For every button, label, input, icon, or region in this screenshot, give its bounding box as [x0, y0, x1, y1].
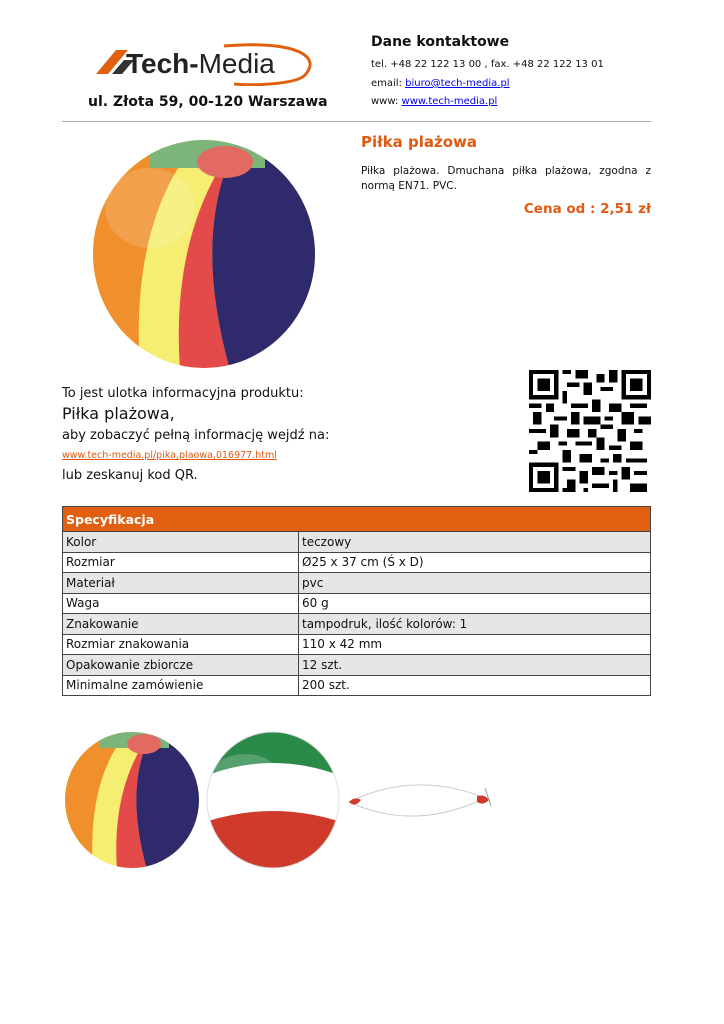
spec-value: 12 szt.: [299, 655, 651, 676]
flyer-intro: To jest ulotka informacyjna produktu:: [62, 386, 304, 401]
spec-label: Materiał: [63, 573, 299, 594]
company-address: ul. Złota 59, 00-120 Warszawa: [88, 94, 328, 110]
spec-label: Znakowanie: [63, 614, 299, 635]
flyer-product-name: Piłka plażowa,: [62, 404, 175, 423]
spec-value: pvc: [299, 573, 651, 594]
product-description: Piłka plażowa. Dmuchana piłka plażowa, zgodna z normą EN71. PVC.: [361, 165, 651, 192]
qr-code-icon[interactable]: [529, 370, 651, 492]
table-row: [63, 655, 651, 676]
contact-phone: tel. +48 22 122 13 00 , fax. +48 22 122 13 01: [371, 59, 604, 70]
table-row: [63, 552, 651, 573]
spec-value: 60 g: [299, 593, 651, 614]
spec-value: 110 x 42 mm: [299, 634, 651, 655]
product-title: Piłka plażowa: [361, 133, 478, 151]
table-row: [63, 634, 651, 655]
company-logo: [94, 42, 318, 86]
flyer-more-info: aby zobaczyć pełną informację wejdź na:: [62, 428, 330, 443]
spec-label: Rozmiar znakowania: [63, 634, 299, 655]
specification-table: [62, 506, 651, 696]
spec-label: Waga: [63, 593, 299, 614]
www-label: www:: [371, 96, 399, 107]
spec-value: teczowy: [299, 532, 651, 553]
spec-value: tampodruk, ilość kolorów: 1: [299, 614, 651, 635]
email-label: email:: [371, 78, 402, 89]
table-row: [63, 593, 651, 614]
spec-value: Ø25 x 37 cm (Ś x D): [299, 552, 651, 573]
beach-ball-rainbow-thumbnail: [63, 730, 201, 870]
logo-text-media: Media: [198, 48, 275, 79]
table-row: [63, 614, 651, 635]
beach-ball-rainbow-image: [90, 138, 318, 370]
table-row: [63, 532, 651, 553]
spec-label: Kolor: [63, 532, 299, 553]
product-page-link[interactable]: www.tech-media.pl/pika,plaowa,016977.html: [62, 450, 277, 461]
deflated-beach-ball-image: [345, 776, 493, 824]
spec-label: Opakowanie zbiorcze: [63, 655, 299, 676]
flyer-scan-qr: lub zeskanuj kod QR.: [62, 468, 198, 483]
header-divider: [62, 121, 651, 122]
contact-title: Dane kontaktowe: [371, 34, 510, 50]
contact-www-row: [371, 96, 497, 107]
table-row: [63, 675, 651, 696]
spec-value: 200 szt.: [299, 675, 651, 696]
product-price: Cena od : 2,51 zł: [523, 201, 651, 217]
spec-table-header: Specyfikacja: [63, 507, 651, 532]
contact-email-row: [371, 78, 510, 89]
spec-label: Rozmiar: [63, 552, 299, 573]
www-link[interactable]: www.tech-media.pl: [401, 96, 498, 107]
email-link[interactable]: biuro@tech-media.pl: [405, 78, 510, 89]
logo-text-tech: Tech-: [126, 48, 199, 79]
beach-ball-tricolor-image: [205, 730, 341, 870]
spec-label: Minimalne zamówienie: [63, 675, 299, 696]
table-row: [63, 573, 651, 594]
